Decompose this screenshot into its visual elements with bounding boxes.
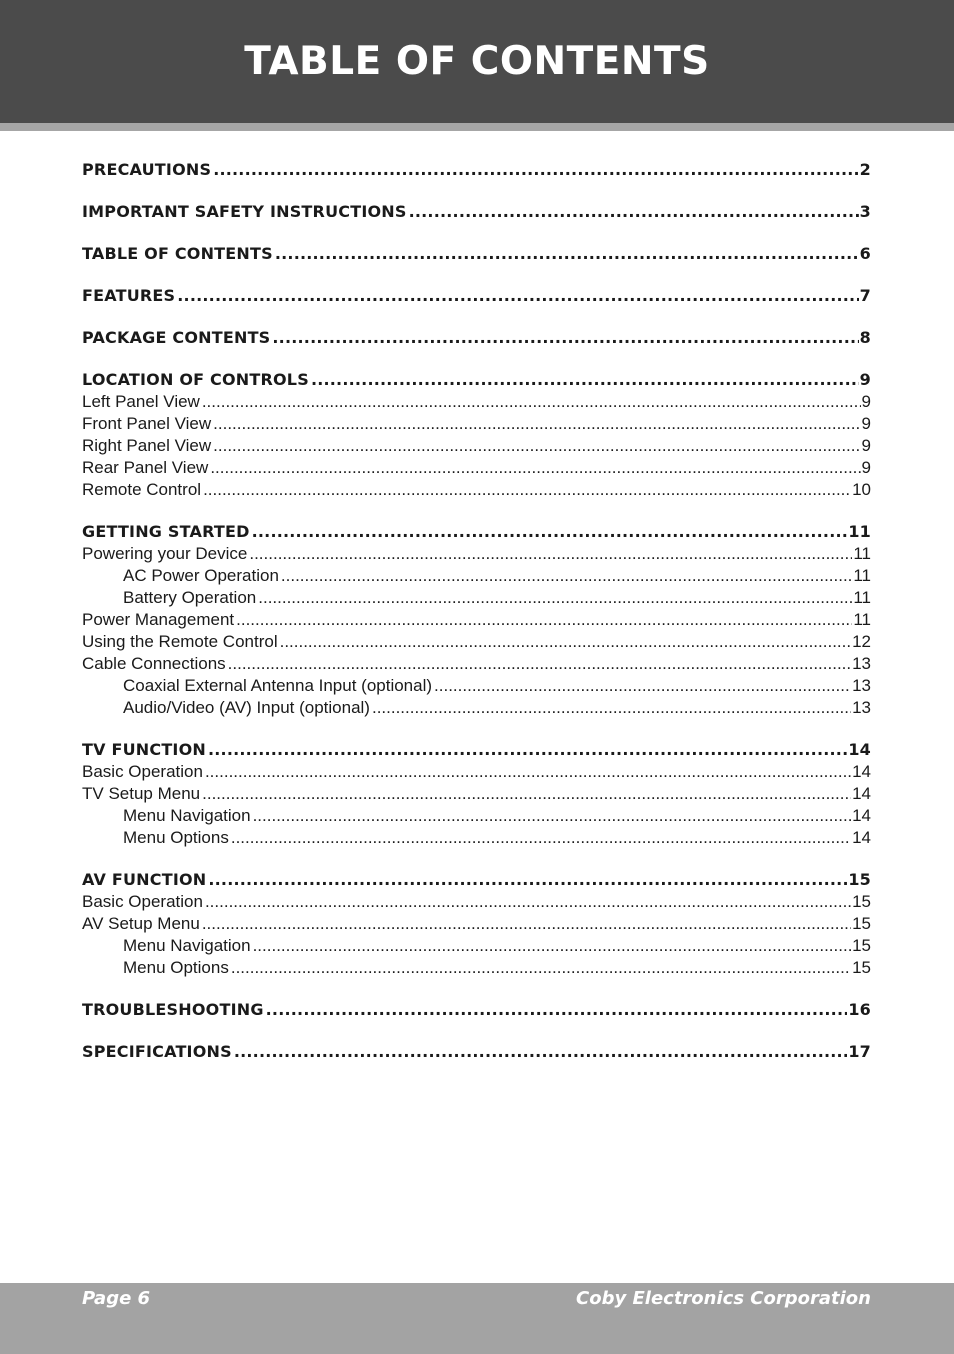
toc-section-entry[interactable] (82, 243, 871, 265)
toc-entry-title: AV Setup Menu (82, 914, 200, 933)
toc-subsection-entry[interactable] (82, 435, 871, 457)
toc-subsection-entry[interactable] (82, 413, 871, 435)
toc-entry-title: TV FUNCTION (82, 740, 206, 759)
header-stripe (0, 123, 954, 131)
toc-dot-leader (228, 653, 851, 675)
toc-section-entry[interactable] (82, 521, 871, 543)
toc-entry-title: Menu Options (123, 828, 229, 847)
toc-entry-title: AV FUNCTION (82, 870, 207, 889)
toc-entry-title: TABLE OF CONTENTS (82, 244, 273, 263)
toc-entry-title: Using the Remote Control (82, 632, 278, 651)
toc-entry-page-number: 15 (848, 870, 871, 889)
toc-subsection-entry[interactable] (82, 827, 871, 849)
toc-entry-title: Front Panel View (82, 414, 212, 433)
toc-subsection-entry[interactable] (82, 479, 871, 501)
toc-entry-title: Coaxial External Antenna Input (optional) (123, 676, 433, 695)
toc-entry-title: Rear Panel View (82, 458, 209, 477)
toc-dot-leader (202, 391, 861, 413)
toc-entry-title: Basic Operation (82, 762, 203, 781)
page-title: TABLE OF CONTENTS (244, 39, 710, 84)
toc-dot-leader (258, 587, 852, 609)
toc-entry-page-number: 9 (859, 370, 871, 389)
toc-entry-title: GETTING STARTED (82, 522, 250, 541)
toc-entry-page-number: 14 (852, 762, 871, 781)
toc-subsection-entry[interactable] (82, 805, 871, 827)
toc-entry-page-number: 13 (852, 676, 871, 695)
toc-section-entry[interactable] (82, 285, 871, 307)
toc-entry-title: IMPORTANT SAFETY INSTRUCTIONS (82, 202, 407, 221)
toc-entry-title: TV Setup Menu (82, 784, 201, 803)
toc-dot-leader (252, 521, 848, 543)
toc-dot-leader (266, 999, 848, 1021)
toc-dot-leader (234, 1041, 848, 1063)
toc-entry-page-number: 9 (861, 436, 871, 455)
toc-entry-page-number: 8 (859, 328, 871, 347)
toc-dot-leader (208, 869, 847, 891)
toc-dot-leader (208, 739, 847, 761)
toc-entry-page-number: 14 (852, 828, 871, 847)
toc-entry-title: Menu Options (123, 958, 229, 977)
toc-entry-page-number: 9 (861, 414, 871, 433)
toc-subsection-entry[interactable] (82, 653, 871, 675)
footer-page-number: Page 6 (82, 1288, 151, 1309)
toc-entry-page-number: 11 (853, 610, 871, 629)
toc-entry-title: TROUBLESHOOTING (82, 1000, 264, 1019)
toc-entry-title: Audio/Video (AV) Input (optional) (123, 698, 370, 717)
toc-subsection-entry[interactable] (82, 913, 871, 935)
toc-dot-leader (236, 609, 852, 631)
toc-section-entry[interactable] (82, 739, 871, 761)
toc-subsection-entry[interactable] (82, 675, 871, 697)
toc-section-entry[interactable] (82, 327, 871, 349)
toc-subsection-entry[interactable] (82, 935, 871, 957)
toc-section-entry[interactable] (82, 201, 871, 223)
toc-section-entry[interactable] (82, 869, 871, 891)
toc-entry-title: Power Management (82, 610, 235, 629)
toc-subsection-entry[interactable] (82, 457, 871, 479)
toc-dot-leader (311, 369, 859, 391)
toc-subsection-entry[interactable] (82, 587, 871, 609)
toc-subsection-entry[interactable] (82, 783, 871, 805)
toc-entry-title: Battery Operation (123, 588, 257, 607)
toc-dot-leader (205, 761, 851, 783)
toc-dot-leader (205, 891, 851, 913)
toc-entry-title: Powering your Device (82, 544, 248, 563)
toc-section-entry[interactable] (82, 159, 871, 181)
toc-entry-page-number: 15 (852, 914, 871, 933)
toc-dot-leader (275, 243, 859, 265)
toc-section-entry[interactable] (82, 369, 871, 391)
toc-entry-title: Basic Operation (82, 892, 203, 911)
toc-dot-leader (231, 957, 851, 979)
toc-subsection-entry[interactable] (82, 957, 871, 979)
toc-section-entry[interactable] (82, 999, 871, 1021)
toc-entry-page-number: 7 (859, 286, 871, 305)
toc-dot-leader (213, 435, 860, 457)
toc-entry-title: PACKAGE CONTENTS (82, 328, 271, 347)
toc-dot-leader (409, 201, 859, 223)
toc-subsection-entry[interactable] (82, 631, 871, 653)
toc-subsection-entry[interactable] (82, 543, 871, 565)
toc-entry-page-number: 13 (852, 654, 871, 673)
toc-entry-page-number: 9 (861, 458, 871, 477)
toc-entry-page-number: 6 (859, 244, 871, 263)
toc-dot-leader (280, 631, 851, 653)
toc-entry-title: SPECIFICATIONS (82, 1042, 232, 1061)
toc-entry-title: Menu Navigation (123, 936, 251, 955)
toc-dot-leader (231, 827, 851, 849)
toc-entry-page-number: 14 (852, 784, 871, 803)
toc-entry-page-number: 11 (853, 566, 871, 585)
toc-dot-leader (253, 935, 852, 957)
toc-entry-title: LOCATION OF CONTROLS (82, 370, 309, 389)
toc-dot-leader (203, 479, 851, 501)
toc-dot-leader (249, 543, 852, 565)
toc-entry-title: AC Power Operation (123, 566, 279, 585)
toc-entry-page-number: 12 (852, 632, 871, 651)
toc-entry-page-number: 15 (852, 892, 871, 911)
toc-subsection-entry[interactable] (82, 609, 871, 631)
toc-dot-leader (210, 457, 860, 479)
toc-entry-page-number: 9 (861, 392, 871, 411)
toc-entry-title: Left Panel View (82, 392, 200, 411)
toc-entry-title: Menu Navigation (123, 806, 251, 825)
toc-section-entry[interactable] (82, 1041, 871, 1063)
toc-entry-page-number: 17 (848, 1042, 871, 1061)
toc-subsection-entry[interactable] (82, 697, 871, 719)
toc-dot-leader (213, 159, 858, 181)
toc-entry-page-number: 14 (848, 740, 871, 759)
toc-dot-leader (372, 697, 851, 719)
toc-entry-page-number: 10 (852, 480, 871, 499)
toc-entry-title: PRECAUTIONS (82, 160, 212, 179)
toc-entry-title: Right Panel View (82, 436, 212, 455)
toc-entry-title: Remote Control (82, 480, 202, 499)
toc-dot-leader (281, 565, 852, 587)
toc-entry-title: Cable Connections (82, 654, 226, 673)
footer-company-name: Coby Electronics Corporation (576, 1288, 871, 1309)
toc-entry-page-number: 16 (848, 1000, 871, 1019)
toc-subsection-entry[interactable] (82, 761, 871, 783)
toc-dot-leader (202, 783, 851, 805)
toc-dot-leader (272, 327, 858, 349)
toc-dot-leader (202, 913, 851, 935)
toc-entry-page-number: 11 (848, 522, 871, 541)
toc-dot-leader (213, 413, 860, 435)
toc-entry-page-number: 11 (853, 588, 871, 607)
toc-dot-leader (253, 805, 852, 827)
toc-subsection-entry[interactable] (82, 891, 871, 913)
toc-subsection-entry[interactable] (82, 391, 871, 413)
toc-entry-page-number: 2 (859, 160, 871, 179)
toc-dot-leader (434, 675, 851, 697)
toc-dot-leader (177, 285, 858, 307)
toc-entry-page-number: 3 (859, 202, 871, 221)
toc-subsection-entry[interactable] (82, 565, 871, 587)
toc-entry-title: FEATURES (82, 286, 176, 305)
toc-entry-page-number: 15 (852, 958, 871, 977)
toc-entry-page-number: 14 (852, 806, 871, 825)
toc-entry-page-number: 15 (852, 936, 871, 955)
toc-entry-page-number: 13 (852, 698, 871, 717)
toc-entry-page-number: 11 (853, 544, 871, 563)
